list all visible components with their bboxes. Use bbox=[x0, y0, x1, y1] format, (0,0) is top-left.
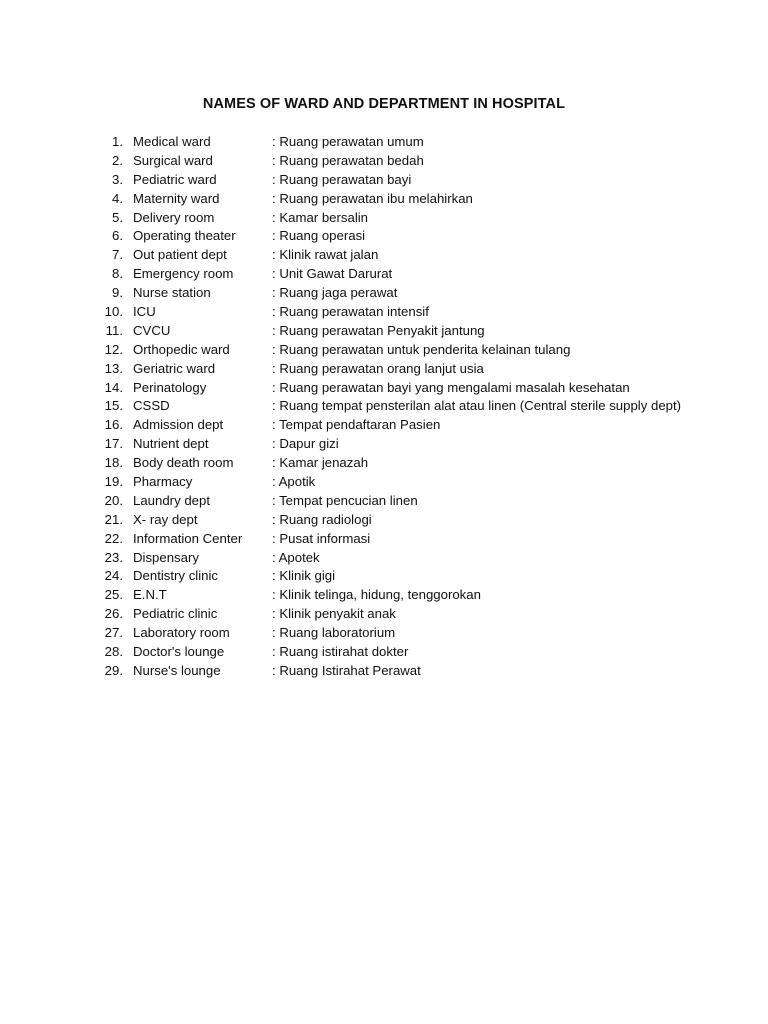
item-number: 14. bbox=[104, 379, 123, 395]
list-item bbox=[0, 435, 768, 454]
english-term: Out patient dept bbox=[133, 247, 227, 263]
item-number: 20. bbox=[104, 492, 123, 508]
list-item bbox=[0, 397, 768, 416]
english-term: Maternity ward bbox=[133, 190, 220, 206]
english-term: Emergency room bbox=[133, 266, 234, 282]
list-item bbox=[0, 303, 768, 322]
item-number: 28. bbox=[104, 644, 123, 660]
english-term: Nurse station bbox=[133, 285, 211, 301]
item-number: 12. bbox=[104, 341, 123, 357]
list-item bbox=[0, 322, 768, 341]
indonesian-translation: : Dapur gizi bbox=[272, 436, 339, 452]
indonesian-translation: : Kamar jenazah bbox=[272, 455, 369, 471]
english-term: Delivery room bbox=[133, 209, 215, 225]
english-term: Nutrient dept bbox=[133, 436, 209, 452]
indonesian-translation: : Ruang perawatan untuk penderita kelainan tulang bbox=[272, 341, 571, 357]
item-number: 19. bbox=[104, 474, 123, 490]
english-term: Body death room bbox=[133, 455, 234, 471]
english-term: E.N.T bbox=[133, 587, 167, 603]
item-number: 6. bbox=[112, 228, 123, 244]
english-term: Pediatric clinic bbox=[133, 606, 218, 622]
list-item bbox=[0, 379, 768, 398]
indonesian-translation: : Klinik penyakit anak bbox=[272, 606, 396, 622]
item-number: 15. bbox=[104, 398, 123, 414]
indonesian-translation: : Klinik rawat jalan bbox=[272, 247, 379, 263]
list-item bbox=[0, 341, 768, 360]
english-term: Admission dept bbox=[133, 417, 224, 433]
english-term: Information Center bbox=[133, 530, 243, 546]
item-number: 26. bbox=[104, 606, 123, 622]
english-term: Doctor's lounge bbox=[133, 644, 225, 660]
list-item bbox=[0, 416, 768, 435]
list-item bbox=[0, 586, 768, 605]
indonesian-translation: : Apotek bbox=[272, 549, 320, 565]
item-number: 2. bbox=[112, 152, 123, 168]
list-item bbox=[0, 624, 768, 643]
list-item bbox=[0, 171, 768, 190]
english-term: Pediatric ward bbox=[133, 171, 217, 187]
list-item bbox=[0, 605, 768, 624]
english-term: Dispensary bbox=[133, 549, 199, 565]
indonesian-translation: : Ruang perawatan orang lanjut usia bbox=[272, 360, 484, 376]
indonesian-translation: : Ruang perawatan bedah bbox=[272, 152, 424, 168]
list-item bbox=[0, 209, 768, 228]
indonesian-translation: : Kamar bersalin bbox=[272, 209, 369, 225]
item-number: 4. bbox=[112, 190, 123, 206]
indonesian-translation: : Pusat informasi bbox=[272, 530, 371, 546]
list-item bbox=[0, 454, 768, 473]
indonesian-translation: : Klinik gigi bbox=[272, 568, 336, 584]
english-term: ICU bbox=[133, 304, 156, 320]
indonesian-translation: : Ruang tempat pensterilan alat atau linen (Central sterile supply dept) bbox=[272, 398, 682, 414]
indonesian-translation: : Ruang perawatan ibu melahirkan bbox=[272, 190, 473, 206]
list-item bbox=[0, 227, 768, 246]
indonesian-translation: : Ruang perawatan intensif bbox=[272, 304, 429, 320]
indonesian-translation: : Ruang perawatan Penyakit jantung bbox=[272, 322, 485, 338]
english-term: Laboratory room bbox=[133, 625, 230, 641]
indonesian-translation: : Ruang laboratorium bbox=[272, 625, 396, 641]
list-item bbox=[0, 643, 768, 662]
item-number: 10. bbox=[104, 304, 123, 320]
item-number: 18. bbox=[104, 455, 123, 471]
item-number: 5. bbox=[112, 209, 123, 225]
indonesian-translation: : Ruang istirahat dokter bbox=[272, 644, 409, 660]
indonesian-translation: : Ruang operasi bbox=[272, 228, 366, 244]
list-item bbox=[0, 133, 768, 152]
item-number: 17. bbox=[104, 436, 123, 452]
item-number: 23. bbox=[104, 549, 123, 565]
item-number: 25. bbox=[104, 587, 123, 603]
list-item bbox=[0, 246, 768, 265]
indonesian-translation: : Klinik telinga, hidung, tenggorokan bbox=[272, 587, 481, 603]
indonesian-translation: : Ruang perawatan bayi yang mengalami masalah kesehatan bbox=[272, 379, 630, 395]
english-term: CSSD bbox=[133, 398, 170, 414]
english-term: Pharmacy bbox=[133, 474, 193, 490]
item-number: 11. bbox=[105, 322, 123, 338]
list-item bbox=[0, 265, 768, 284]
document-title: NAMES OF WARD AND DEPARTMENT IN HOSPITAL bbox=[202, 96, 566, 112]
item-number: 13. bbox=[104, 360, 123, 376]
english-term: Nurse's lounge bbox=[133, 662, 221, 678]
list-item bbox=[0, 511, 768, 530]
list-item bbox=[0, 530, 768, 549]
indonesian-translation: : Tempat pendaftaran Pasien bbox=[272, 417, 441, 433]
indonesian-translation: : Ruang radiologi bbox=[272, 511, 372, 527]
list-item bbox=[0, 360, 768, 379]
english-term: X- ray dept bbox=[133, 511, 198, 527]
indonesian-translation: : Ruang perawatan bayi bbox=[272, 171, 412, 187]
english-term: Orthopedic ward bbox=[133, 341, 230, 357]
indonesian-translation: : Ruang jaga perawat bbox=[272, 285, 398, 301]
english-term: Dentistry clinic bbox=[133, 568, 219, 584]
item-number: 22. bbox=[104, 530, 123, 546]
list-item bbox=[0, 492, 768, 511]
list-item bbox=[0, 284, 768, 303]
item-number: 21. bbox=[104, 511, 123, 527]
indonesian-translation: : Ruang Istirahat Perawat bbox=[272, 662, 421, 678]
indonesian-translation: : Apotik bbox=[272, 474, 316, 490]
item-number: 24. bbox=[104, 568, 123, 584]
term-list bbox=[0, 133, 768, 681]
english-term: Surgical ward bbox=[133, 152, 213, 168]
english-term: Medical ward bbox=[133, 134, 211, 149]
indonesian-translation: : Ruang perawatan umum bbox=[272, 134, 424, 149]
list-item bbox=[0, 549, 768, 568]
item-number: 9. bbox=[112, 285, 123, 301]
list-item bbox=[0, 190, 768, 209]
indonesian-translation: : Tempat pencucian linen bbox=[272, 492, 418, 508]
item-number: 29. bbox=[104, 662, 123, 678]
item-number: 8. bbox=[112, 266, 123, 282]
list-item bbox=[0, 152, 768, 171]
item-number: 16. bbox=[104, 417, 123, 433]
list-item bbox=[0, 662, 768, 681]
item-number: 27. bbox=[104, 625, 123, 641]
english-term: Perinatology bbox=[133, 379, 207, 395]
indonesian-translation: : Unit Gawat Darurat bbox=[272, 266, 393, 282]
list-item bbox=[0, 567, 768, 586]
list-item bbox=[0, 473, 768, 492]
english-term: Laundry dept bbox=[133, 492, 210, 508]
item-number: 7. bbox=[112, 247, 123, 263]
english-term: CVCU bbox=[133, 322, 171, 338]
english-term: Operating theater bbox=[133, 228, 236, 244]
item-number: 1. bbox=[112, 134, 123, 149]
item-number: 3. bbox=[112, 171, 123, 187]
english-term: Geriatric ward bbox=[133, 360, 216, 376]
